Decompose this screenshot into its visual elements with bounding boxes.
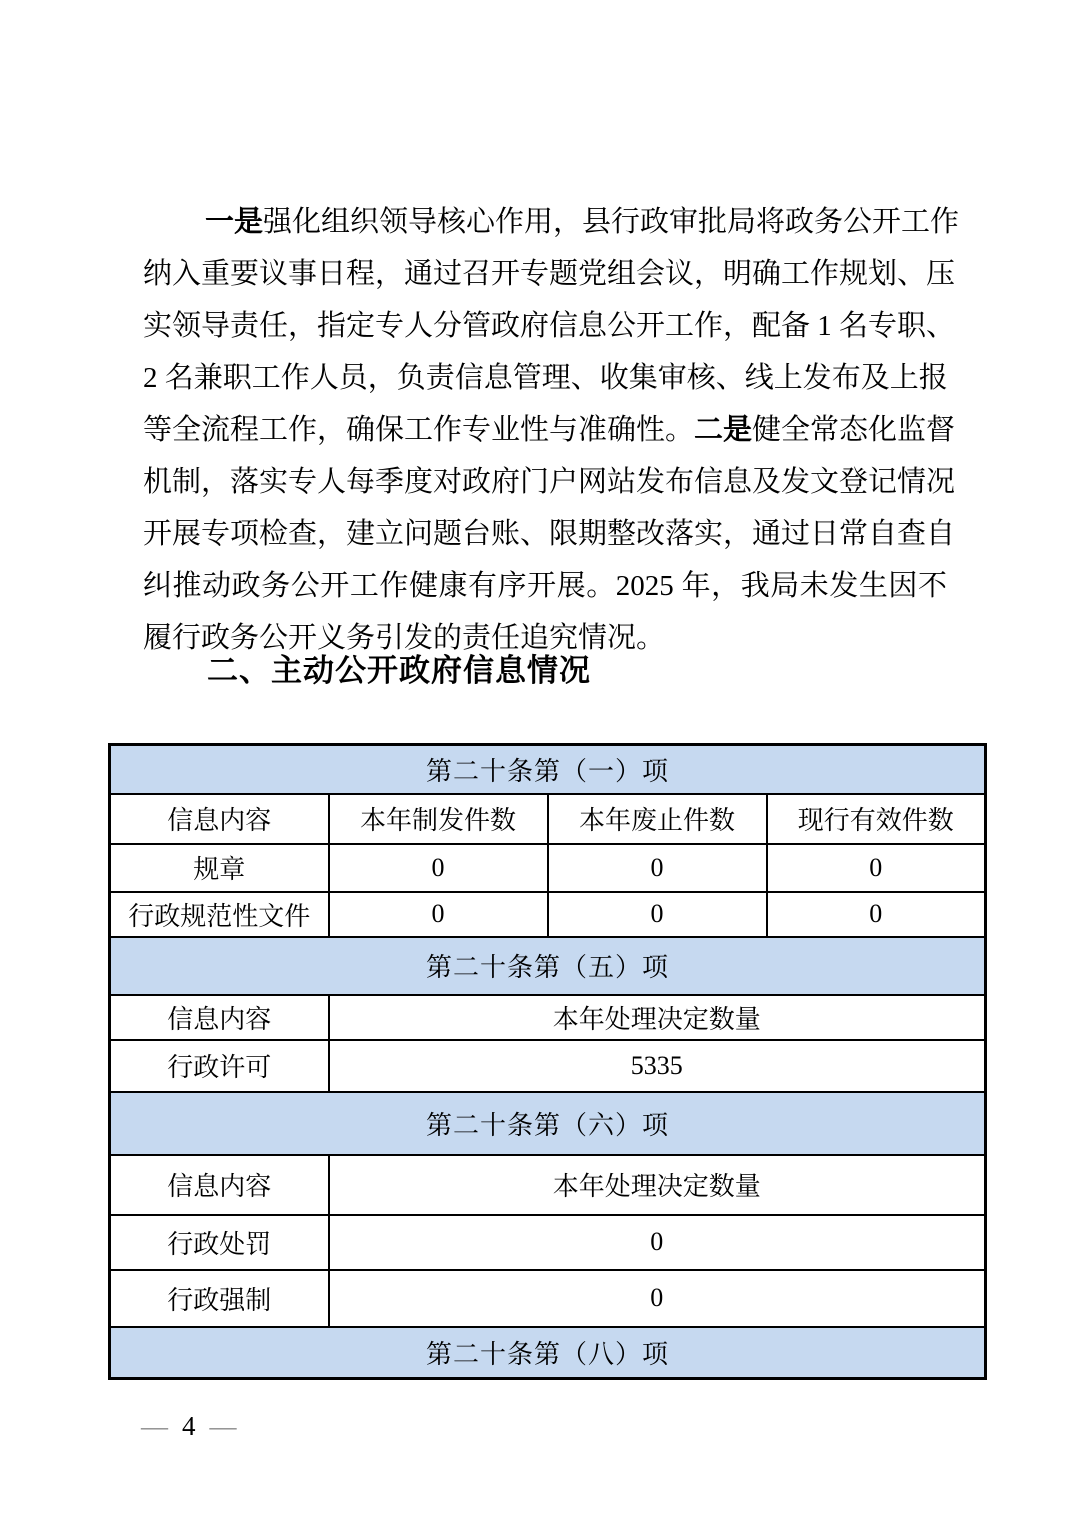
table-section8-title-row (110, 1327, 986, 1379)
paragraph-line: 机制，落实专人每季度对政府门户网站发布信息及发文登记情况 (143, 466, 956, 498)
row-label: 行政许可 (110, 1040, 329, 1092)
table-row (110, 1270, 986, 1327)
cell-value: 0 (329, 892, 548, 937)
page-number (141, 1408, 237, 1444)
row-label: 行政处罚 (110, 1215, 329, 1270)
cell-value: 0 (548, 844, 767, 892)
paragraph-line: 纠推动政务公开工作健康有序开展。2025 年，我局未发生因不 (143, 570, 947, 602)
section-heading: 二、主动公开政府信息情况 (207, 653, 591, 688)
paragraph-line: 2 名兼职工作人员，负责信息管理、收集审核、线上发布及上报 (143, 362, 948, 394)
row-label: 行政规范性文件 (110, 892, 329, 937)
cell-value: 0 (329, 1270, 986, 1327)
table-section1-title-row (110, 745, 986, 794)
paragraph-line: 纳入重要议事日程，通过召开专题党组会议，明确工作规划、压 (143, 258, 956, 290)
table-row (110, 1040, 986, 1092)
cell-value: 0 (767, 892, 986, 937)
row-label: 规章 (110, 844, 329, 892)
cell-value: 0 (329, 1215, 986, 1270)
row-label: 行政强制 (110, 1270, 329, 1327)
section6-title: 第二十条第（六）项 (110, 1092, 986, 1155)
section1-title: 第二十条第（一）项 (110, 745, 986, 794)
paragraph-line: 开展专项检查，建立问题台账、限期整改落实，通过日常自查自 (143, 518, 956, 550)
paragraph-line: 履行政务公开义务引发的责任追究情况。 (143, 622, 666, 654)
col-header: 现行有效件数 (767, 794, 986, 844)
paragraph-line: 一是强化组织领导核心作用，县行政审批局将政务公开工作 (205, 206, 960, 238)
col-header: 本年废止件数 (548, 794, 767, 844)
table-section5-title-row (110, 937, 986, 995)
paragraph-line: 等全流程工作，确保工作专业性与准确性。二是健全常态化监督 (143, 414, 956, 446)
bold-lead-in: 二是 (694, 414, 753, 446)
body-paragraph (143, 196, 960, 664)
table-header-row (110, 995, 986, 1040)
col-header: 信息内容 (110, 995, 329, 1040)
page-number-dash: — (141, 1411, 168, 1441)
disclosure-table (108, 743, 987, 1380)
col-header: 信息内容 (110, 1155, 329, 1215)
cell-value: 0 (548, 892, 767, 937)
table-section6-title-row (110, 1092, 986, 1155)
cell-value: 0 (329, 844, 548, 892)
paragraph-line: 实领导责任，指定专人分管政府信息公开工作，配备 1 名专职、 (143, 310, 956, 342)
table-row (110, 1215, 986, 1270)
page-number-dash: — (209, 1411, 237, 1441)
col-header: 本年处理决定数量 (329, 1155, 986, 1215)
section8-title: 第二十条第（八）项 (110, 1327, 986, 1379)
col-header: 信息内容 (110, 794, 329, 844)
table-header-row (110, 1155, 986, 1215)
col-header: 本年制发件数 (329, 794, 548, 844)
section5-title: 第二十条第（五）项 (110, 937, 986, 995)
bold-lead-in: 一是 (205, 206, 264, 238)
col-header: 本年处理决定数量 (329, 995, 986, 1040)
page-number-value: 4 (182, 1411, 196, 1441)
cell-value: 5335 (329, 1040, 986, 1092)
cell-value: 0 (767, 844, 986, 892)
table-header-row (110, 794, 986, 844)
table-row (110, 844, 986, 892)
table-row (110, 892, 986, 937)
